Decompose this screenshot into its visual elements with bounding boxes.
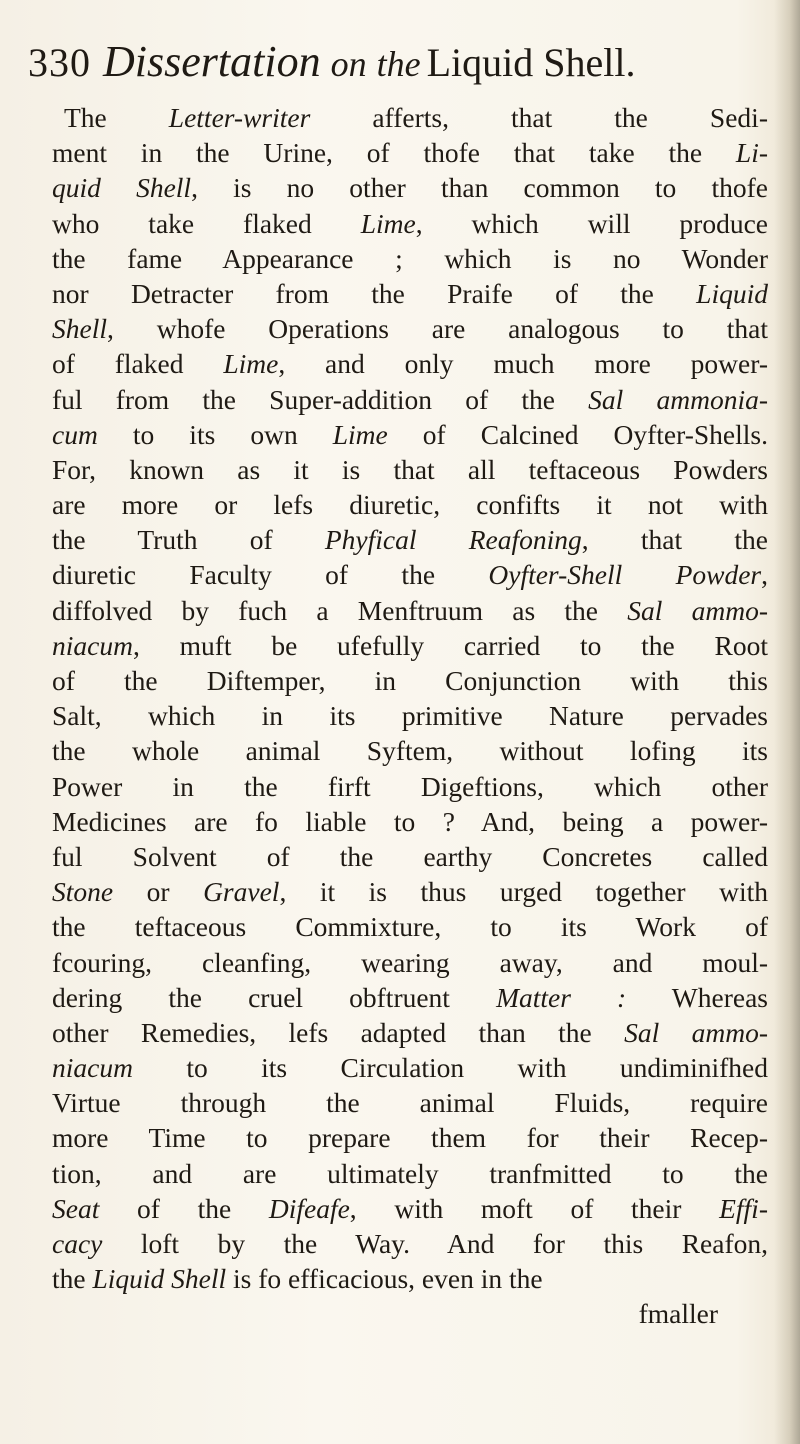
text-run: the whole animal Syftem, without lofing its [52,735,768,767]
text-line [52,663,768,698]
body-text [52,100,768,1332]
text-run: Whereas [626,981,768,1013]
text-line [52,170,768,205]
text-run: ful from the Super-addition of the [52,383,589,415]
text-line [52,1085,768,1120]
text-line [52,135,768,170]
page-edge-shadow [774,0,800,1444]
page-number: 330 [28,40,91,85]
text-run: , muft be ufefully carried to the Root [132,629,768,661]
text-run: , which will produce [415,207,768,239]
text-line [52,593,768,628]
italic-run: Sal ammo- [627,594,768,626]
text-line [52,417,768,452]
italic-run: Liquid Shell [92,1263,227,1295]
italic-run: Seat [52,1192,100,1224]
text-run: of the Diftemper, in Conjunction with this [52,665,768,696]
text-line [52,945,768,980]
text-run: , whofe Operations are analogous to that [107,313,768,345]
italic-run: Lime [360,207,416,239]
text-run: , with moft of their [349,1192,720,1224]
italic-run: cacy [52,1228,103,1259]
italic-run: Effi- [719,1192,768,1224]
text-run: , and only much more power- [278,348,768,380]
text-run: the Truth of [52,524,325,556]
text-run: of the [99,1192,269,1224]
text-run: fcouring, cleanfing, wearing away, and moul- [52,946,768,978]
text-line [52,557,768,592]
text-line [52,487,768,522]
text-line [52,628,768,663]
italic-run: Oyfter-Shell Powder [488,559,762,591]
italic-run: Shell [52,313,107,345]
italic-run: Li- [735,137,768,169]
text-line [52,276,768,311]
text-run: other Remedies, lefs adapted than the [52,1016,625,1048]
text-run: or [113,876,204,908]
text-run: the fame Appearance ; which is no Wonder [52,242,768,274]
italic-run: Difeafe [268,1192,350,1224]
italic-run: Stone [52,876,114,908]
italic-run: Letter-writer [168,102,311,133]
text-line [52,769,768,804]
text-run: loft by the Way. And for this Reafon, [102,1228,768,1259]
text-run: the [52,1263,93,1295]
text-run: Salt, which in its primitive Nature pervades [52,700,768,732]
text-run: to its own [97,418,333,450]
text-run: who take flaked [52,207,361,239]
text-line [52,522,768,557]
text-line [52,874,768,909]
text-line [52,804,768,839]
text-run: more Time to prepare them for their Recep- [52,1122,768,1154]
running-title-the: the [376,44,421,84]
text-line [52,206,768,241]
text-line [52,1226,768,1261]
running-title-italic: Dissertation [103,37,321,86]
text-line [52,980,768,1015]
italic-run: niacum [52,1052,133,1084]
text-run: Power in the firft Digeftions, which other [52,770,768,802]
text-run: Virtue through the animal Fluids, require [52,1087,768,1119]
text-run: The [64,102,169,133]
running-title-on: on [330,44,367,84]
text-run: of Calcined Oyfter-Shells. [387,418,768,450]
text-line [52,733,768,768]
text-run: Medicines are fo liable to ? And, being a power- [52,805,768,837]
catchword: fmaller [638,1298,718,1330]
text-line [52,346,768,381]
italic-run: Matter : [496,981,627,1013]
text-line [52,909,768,944]
text-run: , is no other than common to thofe [191,172,768,204]
text-line [52,241,768,276]
text-run: dering the cruel obftruent [52,981,497,1013]
text-line [52,452,768,487]
text-line [52,1261,768,1296]
text-run: ment in the Urine, of thofe that take the [52,137,736,169]
italic-run: Lime [223,348,279,380]
italic-run: quid Shell [52,172,192,204]
italic-run: Sal ammo- [624,1016,768,1048]
running-head [28,36,768,96]
running-title-roman: Liquid Shell. [426,40,636,85]
italic-run: cum [52,418,98,450]
italic-run: niacum [52,629,133,661]
text-run: For, known as it is that all teftaceous Powders [52,453,768,485]
text-line [52,311,768,346]
text-line [52,1015,768,1050]
italic-run: Lime [332,418,388,450]
text-line [52,382,768,417]
text-run: tion, and are ultimately tranfmitted to the [52,1157,768,1189]
text-run: is fo efficacious, even in the [226,1263,543,1295]
text-run: of flaked [52,348,224,380]
text-line [52,1120,768,1155]
text-run: are more or lefs diuretic, confifts it not with [52,489,768,521]
text-run: , it is thus urged together with [279,876,768,908]
text-line [52,1050,768,1085]
text-run: the teftaceous Commixture, to its Work of [52,911,768,943]
text-run: nor Detracter from the Praife of the [52,277,697,309]
text-line [52,698,768,733]
text-run: , that the [581,524,768,556]
text-run: diffolved by fuch a Menftruum as the [52,594,628,626]
text-line [52,1156,768,1191]
text-line [52,1191,768,1226]
text-line [52,100,768,135]
text-line [52,839,768,874]
italic-run: Sal ammonia- [588,383,768,415]
text-run: , [761,559,768,591]
text-run: to its Circulation with undiminifhed [132,1052,768,1084]
text-run: ful Solvent of the earthy Concretes called [52,840,768,872]
text-run: afferts, that the Sedi- [310,102,768,133]
italic-run: Gravel [203,876,280,908]
italic-run: Phyfical Reafoning [324,524,582,556]
italic-run: Liquid [696,277,768,309]
text-run: diuretic Faculty of the [52,559,489,591]
